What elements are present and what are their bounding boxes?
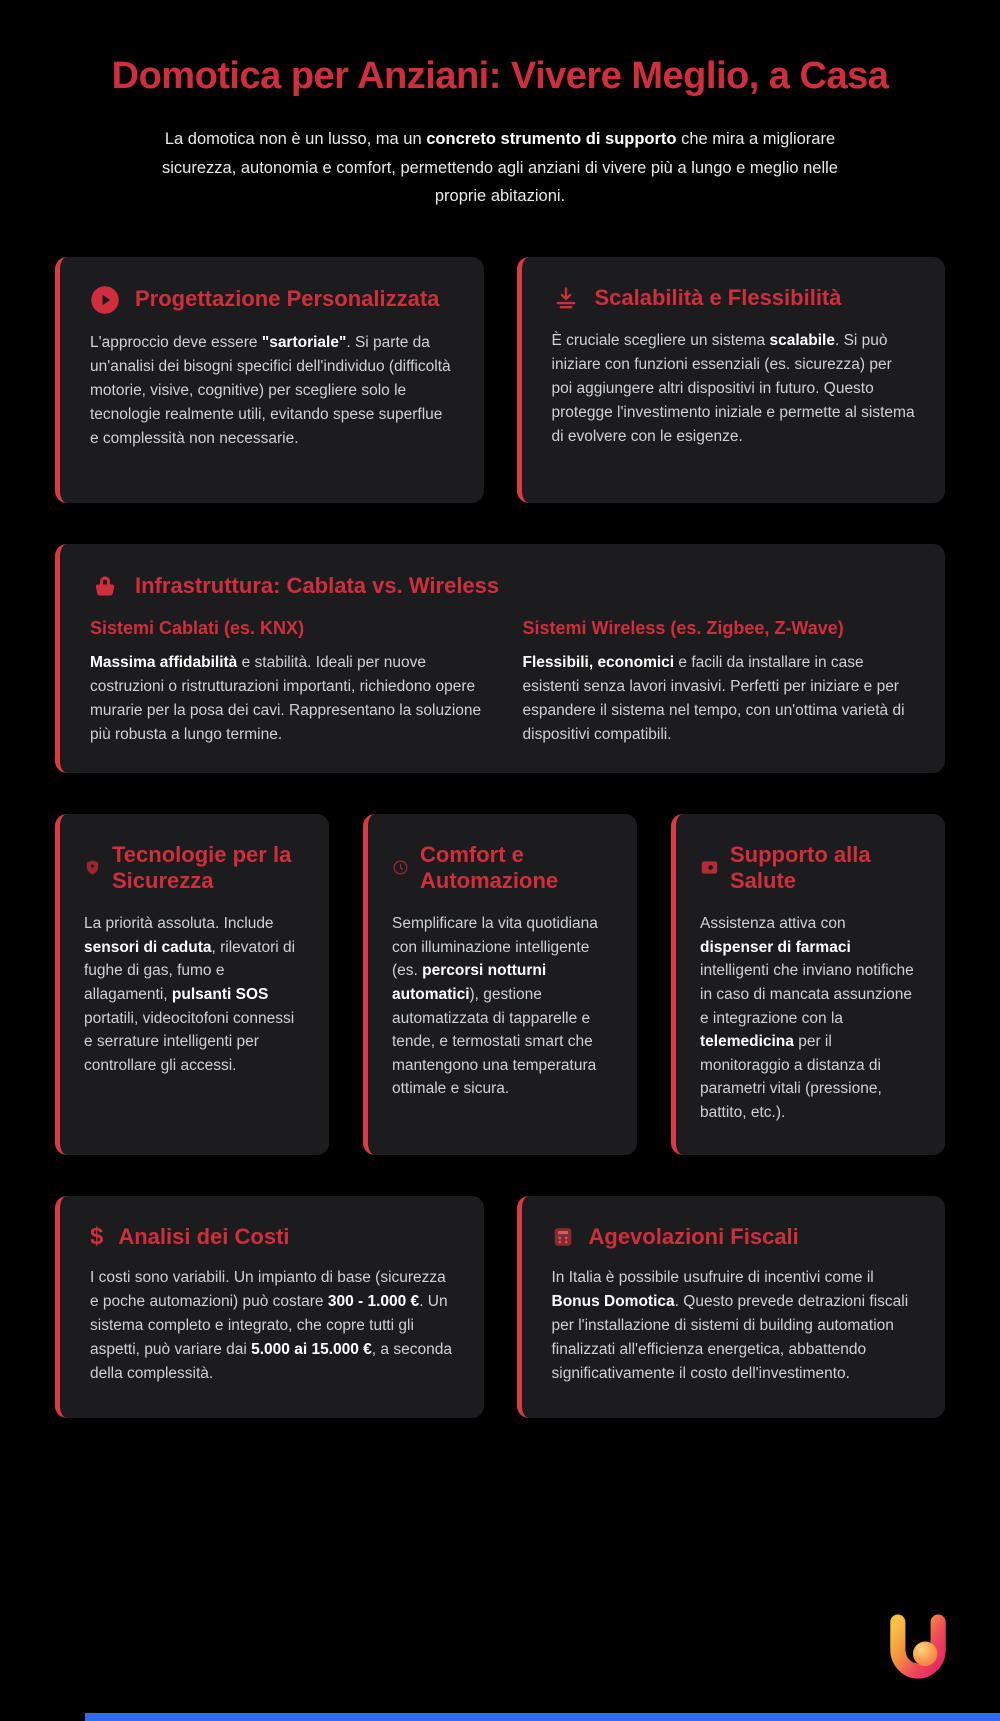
card-title: Scalabilità e Flessibilità bbox=[594, 285, 842, 311]
row-costs-incentives bbox=[55, 1196, 945, 1418]
column-body: Massima affidabilità e stabilità. Ideali per nuove costruzioni o ristrutturazioni importanti, richiedono opere murarie per la posa dei cavi. Rappresentano la soluzione più robusta a lungo termine. bbox=[90, 653, 482, 743]
card-title: Infrastruttura: Cablata vs. Wireless bbox=[135, 573, 500, 599]
column-body: Flessibili, economici e facili da installare in case esistenti senza lavori invasivi. Perfetti per iniziare e per espandere il sistema nel tempo, con un'ottima varietà di dispositivi compatibili. bbox=[522, 653, 905, 743]
card-head bbox=[552, 285, 916, 313]
card-supporto-salute bbox=[671, 814, 945, 1155]
bottom-blue-strip bbox=[85, 1713, 1000, 1721]
card-body: È cruciale scegliere un sistema scalabile. Si può iniziare con funzioni essenziali (es. sicurezza) per poi aggiungere altri dispositivi in futuro. Questo protegge l'investimento iniziale e permette al sistema di evolvere con le esigenze. bbox=[551, 331, 915, 445]
card-title: Tecnologie per la Sicurezza bbox=[112, 841, 292, 893]
card-progettazione-personalizzata bbox=[55, 257, 484, 503]
card-head bbox=[90, 572, 915, 602]
page-title: Domotica per Anziani: Vivere Meglio, a Casa bbox=[111, 55, 889, 97]
clock-icon bbox=[392, 859, 409, 876]
card-agevolazioni-fiscali bbox=[517, 1196, 946, 1418]
card-body: La priorità assoluta. Include sensori di caduta, rilevatori di fughe di gas, fumo e allagamenti, pulsanti SOS portatili, videocitofoni connessi e serrature intelligenti per controllare gli accessi. bbox=[84, 915, 296, 1074]
u-ball-logo bbox=[882, 1611, 954, 1685]
card-head bbox=[90, 285, 454, 315]
infographic-page bbox=[55, 0, 945, 1418]
card-head bbox=[700, 842, 921, 895]
row-design-scalability bbox=[55, 257, 945, 503]
card-title: Agevolazioni Fiscali bbox=[588, 1223, 799, 1249]
row-three-cards bbox=[55, 814, 945, 1155]
card-body: Assistenza attiva con dispenser di farmaci intelligenti che inviano notifiche in caso di mancata assunzione e integrazione con la telemedicina per il monitoraggio a distanza di parametri vitali (pressione, battito, etc.). bbox=[700, 915, 914, 1121]
card-comfort-automazione bbox=[363, 814, 637, 1155]
column-heading: Sistemi Cablati (es. KNX) bbox=[90, 617, 305, 638]
card-tecnologie-sicurezza bbox=[55, 814, 329, 1155]
card-title: Progettazione Personalizzata bbox=[135, 286, 440, 312]
shield-icon bbox=[84, 859, 101, 876]
calculator-icon bbox=[552, 1226, 574, 1248]
play-circle-icon bbox=[90, 285, 120, 315]
card-scalabilita-flessibilita bbox=[517, 257, 946, 503]
card-body: L'approccio deve essere "sartoriale". Si parte da un'analisi dei bisogni specifici dell'individuo (difficoltà motorie, visive, cognitive) per scegliere solo le tecnologie realmente utili, evitando spese superflue e complessità non necessarie. bbox=[90, 333, 451, 447]
card-body: I costi sono variabili. Un impianto di base (sicurezza e poche automazioni) può costare 300 - 1.000 €. Un sistema completo e integrato, che copre tutti gli aspetti, può variare dai 5.000 ai 15.000 €, a seconda della complessità. bbox=[90, 1268, 452, 1383]
column-cablati bbox=[90, 618, 483, 747]
card-head bbox=[552, 1224, 916, 1250]
card-body: Semplificare la vita quotidiana con illuminazione intelligente (es. percorsi notturni automatici), gestione automatizzata di tapparelle e tende, e termostati smart che mantengono una temperatura ottimale e sicura. bbox=[392, 915, 598, 1098]
infrastruttura-columns bbox=[90, 618, 915, 747]
dollar-icon: $ bbox=[90, 1222, 104, 1250]
card-body: In Italia è possibile usufruire di incentivi come il Bonus Domotica. Questo prevede detrazioni fiscali per l'installazione di sistemi di building automation finalizzati all'efficienza energetica, abbattendo significativamente il costo dell'investimento. bbox=[551, 1268, 909, 1383]
card-infrastruttura bbox=[55, 544, 945, 773]
card-head bbox=[392, 842, 613, 895]
column-heading: Sistemi Wireless (es. Zigbee, Z-Wave) bbox=[522, 617, 844, 638]
card-analisi-costi bbox=[55, 1196, 484, 1418]
card-rows bbox=[55, 257, 945, 1418]
page-subtitle: La domotica non è un lusso, ma un concreto strumento di supporto che mira a migliorare sicurezza, autonomia e comfort, permettendo agli anziani di vivere più a lungo e meglio nelle proprie abitazioni. bbox=[162, 130, 838, 206]
kettlebell-icon bbox=[90, 572, 120, 602]
column-wireless bbox=[523, 618, 916, 747]
card-head bbox=[90, 1224, 454, 1250]
monitor-dot-icon bbox=[700, 859, 719, 876]
card-title: Comfort e Automazione bbox=[420, 841, 559, 893]
card-title: Analisi dei Costi bbox=[118, 1223, 290, 1249]
card-head bbox=[84, 842, 305, 895]
card-title: Supporto alla Salute bbox=[730, 841, 871, 893]
download-icon bbox=[552, 285, 580, 313]
